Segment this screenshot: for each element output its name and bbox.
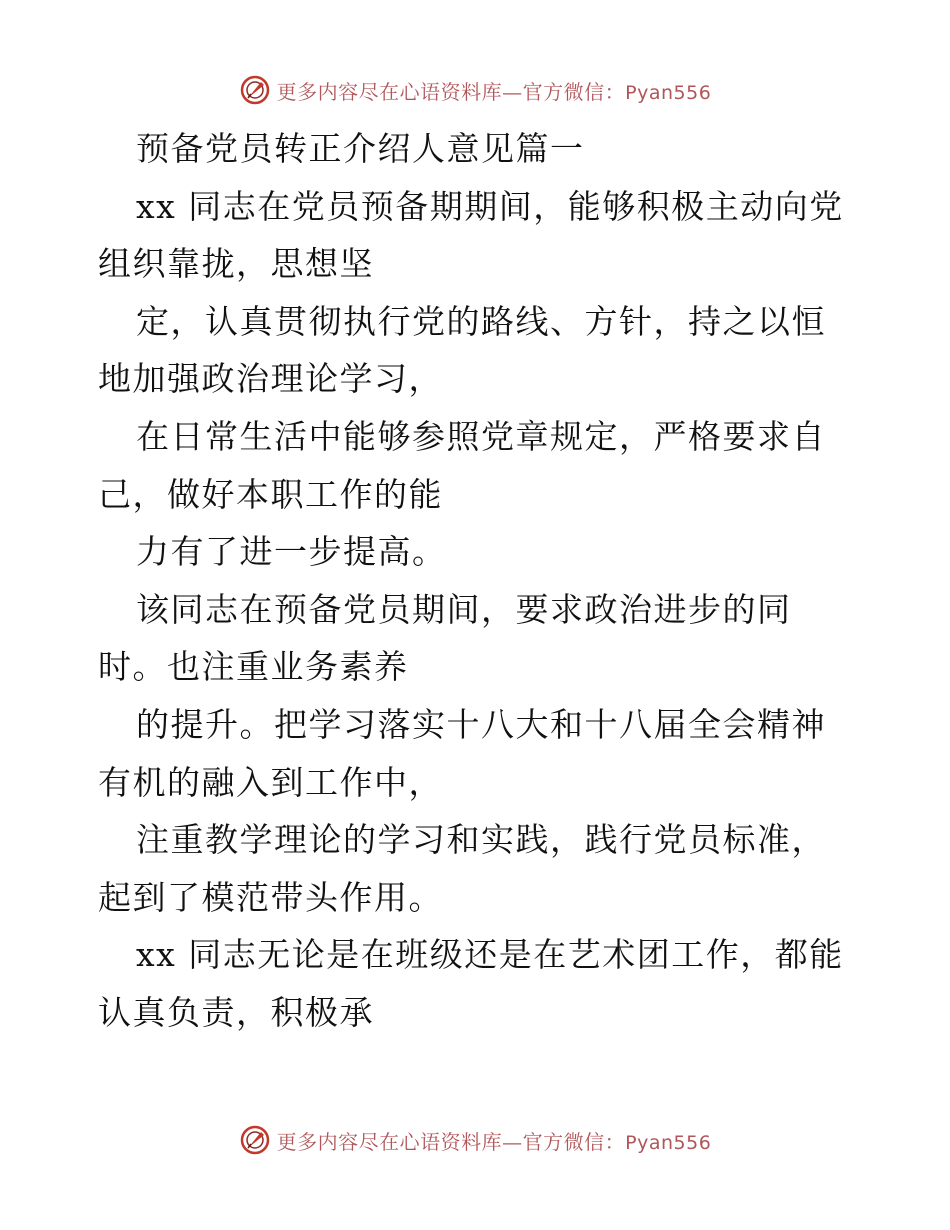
- header-watermark-banner: [0, 70, 950, 110]
- quill-logo-icon: [239, 1124, 271, 1156]
- wechat-id: Pyan556: [625, 1131, 712, 1154]
- paragraph: 的提升。把学习落实十八大和十八届全会精神有机的融入到工作中，: [98, 704, 826, 802]
- paragraph: xx 同志在党员预备期期间，能够积极主动向党组织靠拢，思想坚: [98, 186, 844, 284]
- watermark-text: 更多内容尽在心语资料库—官方微信：Pyan556: [276, 79, 712, 104]
- paragraph: 定，认真贯彻执行党的路线、方针，持之以恒地加强政治理论学习，: [98, 301, 826, 399]
- quill-logo-icon: [239, 74, 271, 106]
- document-body: [98, 120, 858, 1042]
- paragraph: 该同志在预备党员期间，要求政治进步的同时。也注重业务素养: [98, 589, 792, 687]
- wechat-id: Pyan556: [625, 81, 712, 104]
- paragraph: 在日常生活中能够参照党章规定，严格要求自己，做好本职工作的能: [98, 416, 826, 514]
- paragraph: 注重教学理论的学习和实践，践行党员标准，起到了模范带头作用。: [98, 820, 826, 917]
- paragraph: xx 同志无论是在班级还是在艺术团工作，都能认真负责，积极承: [98, 935, 844, 1032]
- document-title: 预备党员转正介绍人意见篇一: [136, 129, 585, 168]
- paragraph: 力有了进一步提高。: [136, 532, 447, 572]
- watermark-text: 更多内容尽在心语资料库—官方微信：Pyan556: [276, 1129, 712, 1154]
- footer-watermark-banner: [0, 1120, 950, 1160]
